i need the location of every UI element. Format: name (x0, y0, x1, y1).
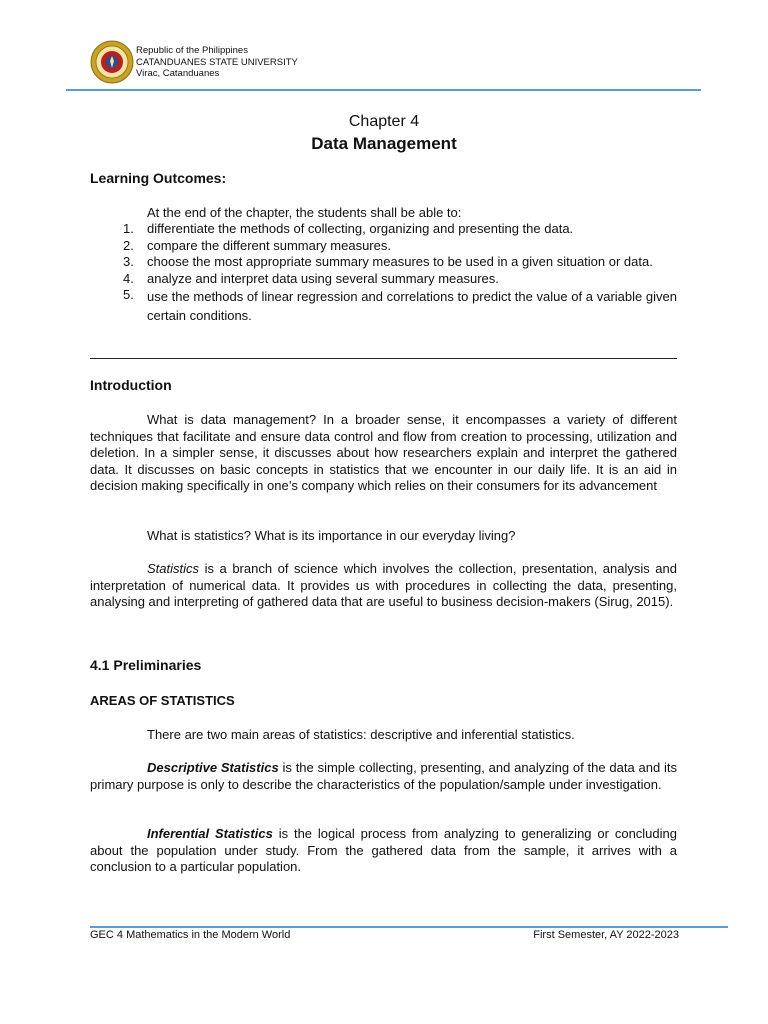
paragraph-text: What is statistics? What is its importance in our everyday living? (147, 528, 516, 543)
paragraph-text: There are two main areas of statistics: descriptive and inferential statistics. (147, 727, 575, 742)
paragraph-text: is the logical process from analyzing to generalizing or concluding about the population under study. From the gathered data from the sample, it arrives with a conclusion to a particular population. (90, 826, 677, 875)
areas-of-statistics-heading: AREAS OF STATISTICS (90, 693, 235, 708)
list-item-text: differentiate the methods of collecting, organizing and presenting the data. (147, 221, 574, 236)
header-line-university: CATANDUANES STATE UNIVERSITY (136, 56, 298, 68)
term-statistics: Statistics (147, 561, 200, 576)
list-item (90, 254, 677, 271)
learning-outcomes-list (90, 221, 677, 325)
introduction-paragraph-2 (90, 528, 677, 545)
list-item (90, 271, 677, 288)
list-item-number: 2. (123, 237, 134, 253)
learning-outcomes-heading: Learning Outcomes: (90, 170, 227, 186)
learning-outcomes-intro: At the end of the chapter, the students shall be able to: (147, 205, 462, 220)
paragraph-text: is a branch of science which involves the collection, presentation, analysis and interpretation of numerical data. It provides us with procedures in collecting the data, presenting, analysing and interpreting of gathered data that are useful to business decision-makers (Sirug, 2015). (90, 561, 677, 610)
footer-rule (90, 926, 728, 928)
paragraph-text: is the simple collecting, presenting, and analyzing of the data and its primary purpose is only to describe the characteristics of the population/sample under investigation. (90, 760, 677, 792)
list-item-number: 4. (123, 270, 134, 286)
term-inferential-statistics: Inferential Statistics (147, 826, 273, 841)
list-item (90, 238, 677, 255)
header-line-republic: Republic of the Philippines (136, 45, 248, 56)
introduction-paragraph-1 (90, 412, 677, 495)
chapter-title: Data Management (311, 134, 457, 153)
term-descriptive-statistics: Descriptive Statistics (147, 760, 279, 775)
list-item-text: use the methods of linear regression and correlations to predict the value of a variable given certain conditions. (147, 289, 677, 323)
list-item-number: 1. (123, 221, 134, 236)
header-line-location: Virac, Catanduanes (136, 68, 220, 79)
list-item-number: 3. (123, 254, 134, 269)
chapter-label: Chapter 4 (348, 113, 420, 130)
list-item-text: analyze and interpret data using several summary measures. (147, 270, 499, 286)
footer-course: GEC 4 Mathematics in the Modern World (90, 929, 291, 941)
list-item (90, 221, 677, 238)
inferential-statistics-paragraph (90, 826, 677, 876)
university-seal-logo (90, 40, 134, 84)
introduction-paragraph-3 (90, 561, 677, 611)
introduction-heading: Introduction (90, 377, 172, 393)
header-text (136, 45, 298, 80)
descriptive-statistics-paragraph (90, 760, 677, 793)
list-item-text: compare the different summary measures. (147, 237, 391, 253)
list-item (90, 287, 677, 325)
paragraph-text: What is data management? In a broader sense, it encompasses a variety of different techniques that facilitate and ensure data control and flow from creation to processing, utilization and deletion. In a simpler sense, it discusses about how researchers explain and interpret the gathered data. It discusses on basic concepts in statistics that we encounter in our daily life. It is an aid in decision making specifically in one’s company which relies on their consumers for its advancement (90, 412, 677, 494)
footer-semester: First Semester, AY 2022-2023 (533, 929, 679, 941)
preliminaries-heading: 4.1 Preliminaries (90, 657, 202, 673)
areas-paragraph-1 (90, 727, 677, 744)
list-item-text: choose the most appropriate summary measures to be used in a given situation or data. (147, 254, 653, 269)
list-item-number: 5. (123, 287, 134, 302)
header-rule (66, 89, 701, 91)
section-divider (90, 358, 677, 359)
